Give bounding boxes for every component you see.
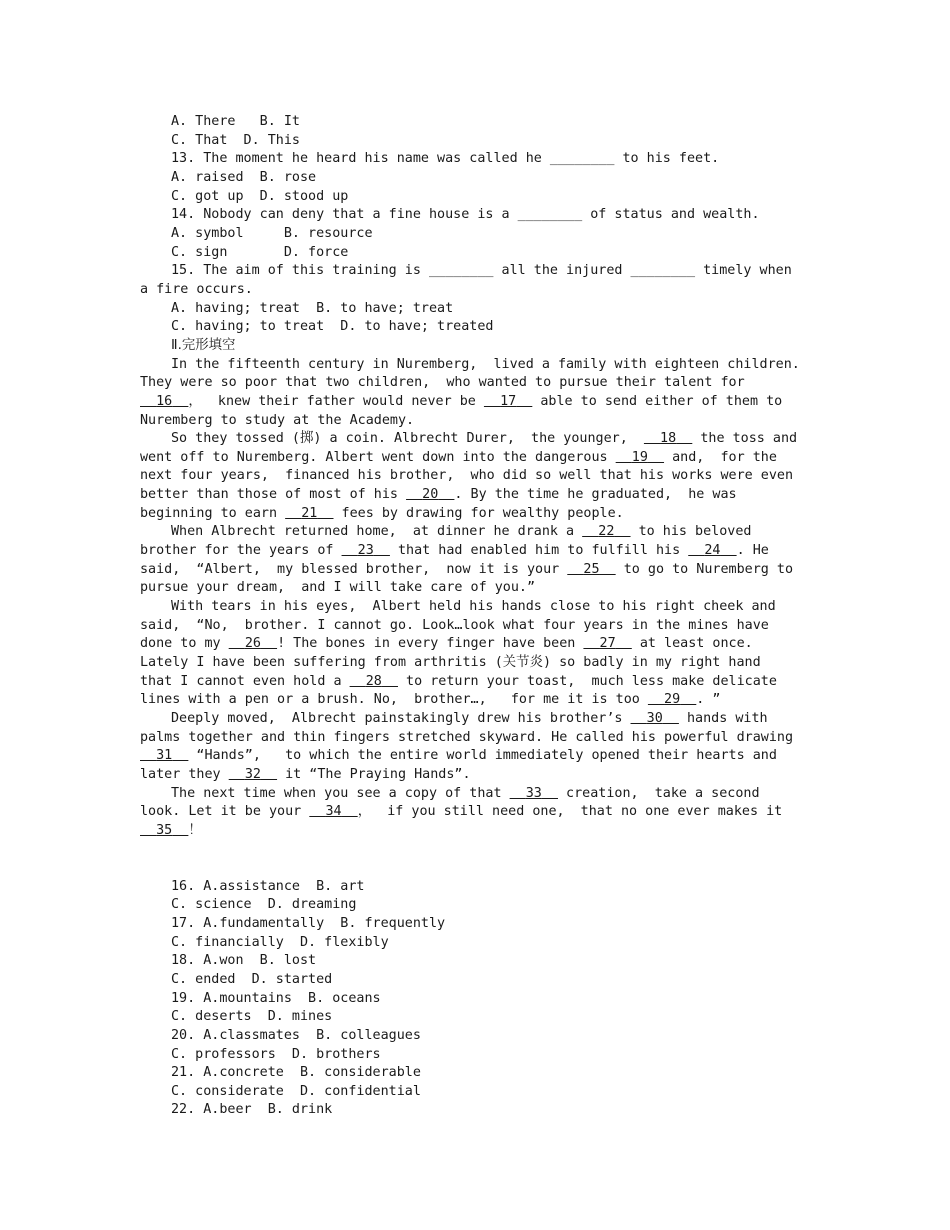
- question-option-line: C. having; to treat D. to have; treated: [171, 319, 494, 335]
- blank-32: 32: [244, 766, 261, 782]
- passage-line: Nuremberg to study at the Academy.: [140, 412, 415, 428]
- passage-line: done to my 26 ! The bones in every finger have been 27 at least once.: [140, 636, 753, 652]
- question-15-continued: a fire occurs.: [140, 281, 253, 297]
- question-14: 14. Nobody can deny that a fine house is a ________ of status and wealth.: [171, 207, 760, 223]
- blank-20: 20: [422, 487, 439, 503]
- question-option-line: A. having; treat B. to have; treat: [171, 300, 454, 316]
- question-option-line: C. got up D. stood up: [171, 188, 349, 204]
- question-option-line: C. sign D. force: [171, 244, 349, 260]
- blank-30: 30: [646, 711, 663, 726]
- blank-35: 35: [156, 822, 173, 838]
- passage-line: With tears in his eyes, Albert held his hands close to his right cheek and: [171, 599, 776, 615]
- passage-line: 31 “Hands”, to which the entire world immediately opened their hearts and: [140, 747, 820, 766]
- passage-line: brother for the years of 23 that had enabled him to fulfill his 24 . He: [140, 543, 769, 559]
- passage-line: later they 32 it “The Praying Hands”.: [140, 766, 471, 782]
- answer-option-line: C. science D. dreaming: [171, 897, 357, 913]
- passage-line: The next time when you see a copy of that 33 creation, take a second: [171, 785, 760, 801]
- answer-option-line: 22. A.beer B. drink: [171, 1102, 333, 1118]
- passage-line: said, “Albert, my blessed brother, now it is your 25 to go to Nuremberg to: [140, 561, 794, 577]
- blank-25: 25: [583, 561, 600, 577]
- passage-line: pursue your dream, and I will take care of you.”: [140, 580, 536, 596]
- blank-24: 24: [704, 543, 721, 559]
- passage-line: better than those of most of his 20 . By the time he graduated, he was: [140, 487, 737, 503]
- passage-line: next four years, financed his brother, who did so well that his works were even: [140, 468, 794, 484]
- blank-16: 16: [156, 393, 173, 409]
- answer-option-line: 17. A.fundamentally B. frequently: [171, 915, 446, 931]
- question-15: 15. The aim of this training is ________ all the injured ________ timely when: [171, 263, 792, 279]
- blank-34: 34: [325, 804, 342, 820]
- answer-option-line: 19. A.mountains B. oceans: [171, 990, 381, 1006]
- passage-line: 16 ， knew their father would never be 17 able to send either of them to: [140, 393, 820, 412]
- blank-21: 21: [301, 505, 318, 521]
- question-option-line: C. That D. This: [171, 132, 300, 148]
- passage-line: palms together and thin fingers stretched skyward. He called his powerful drawing: [140, 729, 794, 745]
- blank-19: 19: [631, 449, 648, 465]
- passage-line: went off to Nuremberg. Albert went down into the dangerous 19 and, for the: [140, 449, 777, 465]
- blank-27: 27: [599, 636, 616, 652]
- question-option-line: A. raised B. rose: [171, 169, 317, 185]
- passage-line: that I cannot even hold a 28 to return your toast, much less make delicate: [140, 673, 777, 689]
- passage-line: They were so poor that two children, who wanted to pursue their talent for: [140, 375, 745, 391]
- blank-26: 26: [244, 636, 261, 652]
- answer-option-line: 16. A.assistance B. art: [171, 878, 365, 894]
- answer-option-line: C. deserts D. mines: [171, 1009, 333, 1025]
- spacer: [140, 841, 820, 878]
- question-option-line: A. There B. It: [171, 114, 300, 129]
- passage-line: look. Let it be your 34 ， if you still need one, that no one ever makes it: [140, 804, 783, 820]
- blank-29: 29: [664, 692, 681, 708]
- blank-17: 17: [500, 393, 517, 409]
- section-title: Ⅱ.完形填空: [171, 337, 236, 353]
- passage-line: So they tossed (掷) a coin. Albrecht Durer, the younger, 18 the toss and: [171, 431, 798, 447]
- answer-option-line: C. considerate D. confidential: [171, 1083, 421, 1099]
- question-13: 13. The moment he heard his name was called he ________ to his feet.: [171, 151, 720, 167]
- answer-option-line: C. professors D. brothers: [171, 1046, 381, 1062]
- passage-line: said, “No, brother. I cannot go. Look…look what four years in the mines have: [140, 617, 769, 633]
- blank-22: 22: [598, 524, 615, 540]
- answer-option-line: C. financially D. flexibly: [171, 934, 389, 950]
- answer-option-line: C. ended D. started: [171, 971, 333, 987]
- passage-line: Deeply moved, Albrecht painstakingly drew his brother’s 30 hands with: [171, 711, 768, 726]
- blank-18: 18: [660, 431, 677, 447]
- passage-line: In the fifteenth century in Nuremberg, lived a family with eighteen children.: [171, 356, 800, 372]
- passage-line: Lately I have been suffering from arthritis (关节炎) so badly in my right hand: [140, 655, 761, 671]
- passage-line: lines with a pen or a brush. No, brother…, for me it is too 29 . ”: [140, 692, 721, 708]
- passage-line: beginning to earn 21 fees by drawing for wealthy people.: [140, 505, 624, 521]
- document-page: [140, 113, 820, 1120]
- answer-option-line: 18. A.won B. lost: [171, 953, 317, 969]
- answer-option-line: 21. A.concrete B. considerable: [171, 1065, 421, 1081]
- passage-line: When Albrecht returned home, at dinner he drank a 22 to his beloved: [171, 524, 752, 540]
- blank-31: 31: [156, 748, 173, 764]
- blank-33: 33: [525, 785, 542, 801]
- question-option-line: A. symbol B. resource: [171, 225, 373, 241]
- passage-line: 35 ！: [140, 822, 820, 841]
- blank-28: 28: [365, 673, 382, 689]
- blank-23: 23: [357, 543, 374, 559]
- answer-option-line: 20. A.classmates B. colleagues: [171, 1027, 421, 1043]
